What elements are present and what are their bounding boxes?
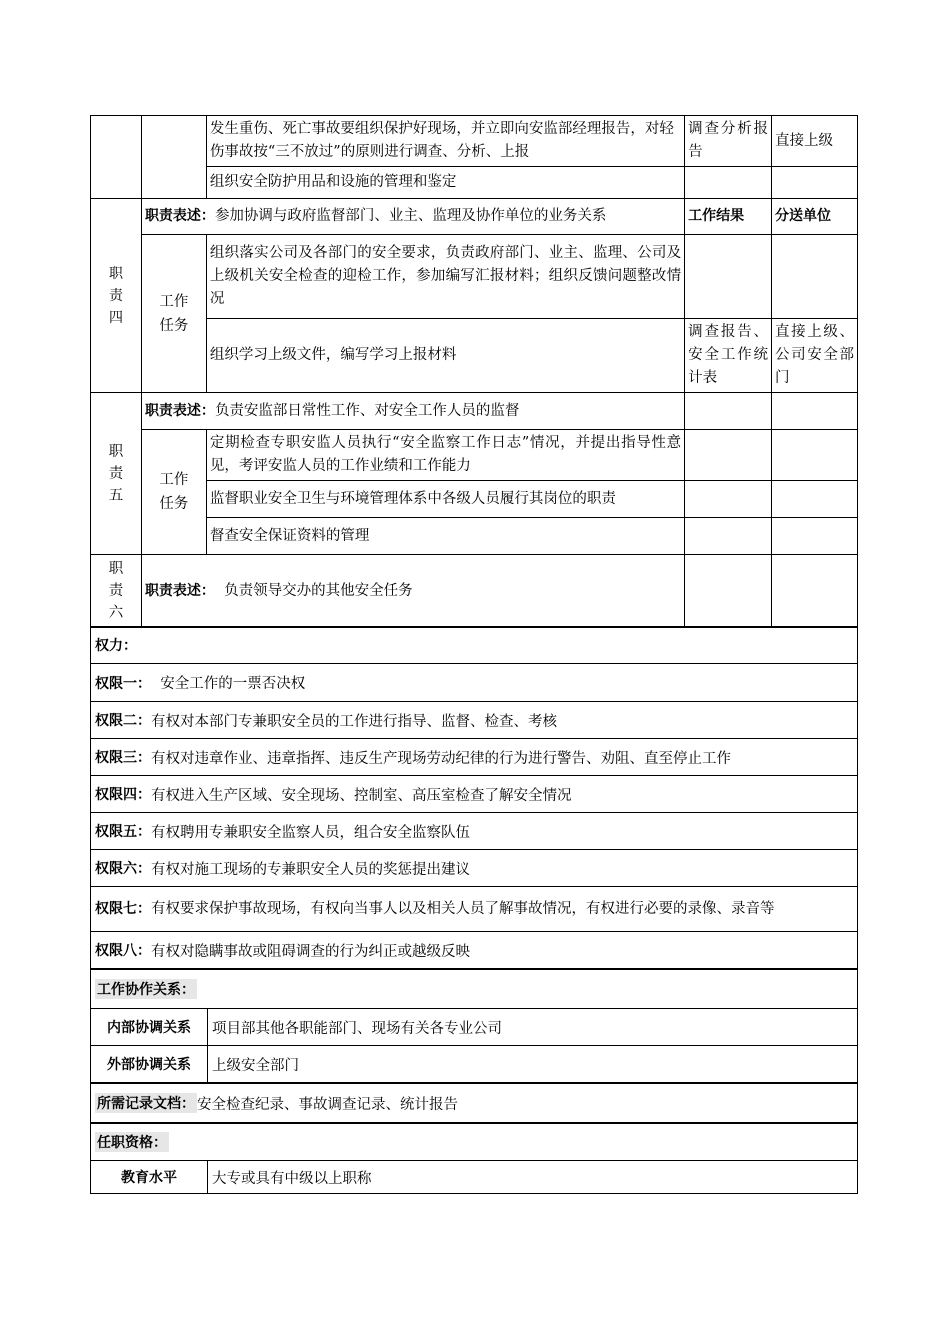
power-text: 安全工作的一票否决权 [160, 676, 306, 692]
power-item [90, 664, 858, 702]
power-item [90, 739, 858, 776]
qualification-title: 任职资格： [95, 1132, 169, 1152]
power-item [90, 776, 858, 813]
power-text: 有权对违章作业、违章指挥、违反生产现场劳动纪律的行为进行警告、劝阻、直至停止工作 [151, 750, 731, 767]
task-text: 监督职业安全卫生与环境管理体系中各级人员履行其岗位的职责 [206, 481, 684, 518]
desc-text: 参加协调与政府监督部门、业主、监理及协作单位的业务关系 [214, 208, 607, 224]
desc-label: 职责表述： [144, 402, 215, 419]
power-title-row [90, 626, 858, 664]
external-coop-label: 外部协调关系 [91, 1046, 208, 1082]
empty-cell [772, 481, 858, 518]
records-value: 安全检查纪录、事故调查记录、统计报告 [197, 1096, 458, 1113]
internal-coop-label: 内部协调关系 [91, 1009, 208, 1045]
task-text: 组织安全防护用品和设施的管理和鉴定 [206, 167, 684, 199]
education-value: 大专或具有中级以上职称 [212, 1170, 372, 1187]
recipient-text [772, 167, 858, 199]
task-text: 组织学习上级文件，编写学习上报材料 [206, 319, 684, 393]
empty-cell [772, 393, 858, 430]
power-label: 权限四： [95, 787, 151, 803]
power-title: 权力： [95, 638, 137, 654]
duty6-label: 职责六 [91, 555, 142, 628]
result-text: 调查分析报告 [685, 116, 772, 167]
result-text [685, 167, 772, 199]
recipient-header: 分送单位 [772, 199, 858, 235]
empty-cell [685, 481, 772, 518]
desc-label: 职责表述： [144, 582, 215, 599]
recipient-text: 直接上级 [772, 116, 858, 167]
power-label: 权限三： [95, 750, 151, 766]
result-text [685, 235, 772, 319]
table-row [91, 199, 858, 235]
result-header: 工作结果 [685, 199, 772, 235]
power-item [90, 887, 858, 932]
duty5-label: 职责五 [91, 393, 142, 555]
table-row [91, 481, 858, 518]
power-item [90, 813, 858, 850]
empty-cell [685, 430, 772, 481]
qualification-title-row [90, 1123, 858, 1161]
task-text: 定期检查专职安监人员执行“安全监察工作日志”情况，并提出指导性意见，考评安监人员的工作业绩和工作能力 [206, 430, 684, 481]
education-label: 教育水平 [91, 1161, 208, 1193]
table-row [91, 518, 858, 555]
duty-cell [91, 116, 142, 199]
table-row [91, 555, 858, 628]
duty-table [90, 115, 858, 628]
duty5-desc [141, 393, 684, 430]
task-text: 组织落实公司及各部门的安全要求，负责政府部门、业主、监理、公司及上级机关安全检查的迎检工作，参加编写汇报材料；组织反馈问题整改情况 [206, 235, 684, 319]
table-row [91, 116, 858, 167]
empty-cell [772, 555, 858, 628]
empty-cell [772, 430, 858, 481]
power-label: 权限五： [95, 824, 151, 840]
task-label-cell [141, 116, 206, 199]
external-coop-value: 上级安全部门 [212, 1057, 299, 1074]
power-text: 有权对隐瞒事故或阻碍调查的行为纠正或越级反映 [151, 943, 470, 960]
power-label: 权限八： [95, 943, 151, 959]
power-text: 有权对本部门专兼职安全员的工作进行指导、监督、检查、考核 [151, 713, 557, 730]
empty-cell [685, 555, 772, 628]
education-row [90, 1161, 858, 1194]
records-row [90, 1083, 858, 1123]
power-text: 有权聘用专兼职安全监察人员，组合安全监察队伍 [151, 824, 470, 841]
cooperation-title: 工作协作关系： [95, 979, 197, 999]
desc-text: 负责领导交办的其他安全任务 [224, 582, 413, 599]
task-text: 发生重伤、死亡事故要组织保护好现场，并立即向安监部经理报告，对轻伤事故按“三不放过”的原则进行调查、分析、上报 [206, 116, 684, 167]
power-label: 权限六： [95, 861, 151, 877]
power-item [90, 932, 858, 969]
table-row [91, 430, 858, 481]
power-label: 权限二： [95, 713, 151, 729]
duty4-task-label: 工作任务 [141, 235, 206, 393]
table-row [91, 319, 858, 393]
power-item [90, 850, 858, 887]
recipient-text [772, 235, 858, 319]
desc-text: 负责安监部日常性工作、对安全工作人员的监督 [214, 402, 520, 419]
empty-cell [685, 518, 772, 555]
duty4-desc [141, 199, 684, 235]
table-row [91, 235, 858, 319]
recipient-text: 直接上级、公司安全部门 [772, 319, 858, 393]
internal-coop-row [90, 1009, 858, 1046]
external-coop-row [90, 1046, 858, 1083]
table-row [91, 393, 858, 430]
table-row [91, 167, 858, 199]
power-label: 权限一： [95, 675, 151, 692]
records-label: 所需记录文档： [95, 1093, 197, 1113]
duty5-task-label: 工作任务 [141, 430, 206, 555]
result-text: 调查报告、安全工作统计表 [685, 319, 772, 393]
duty4-label: 职责四 [91, 199, 142, 393]
power-text: 有权要求保护事故现场，有权向当事人以及相关人员了解事故情况，有权进行必要的录像、录音等 [151, 900, 775, 917]
empty-cell [772, 518, 858, 555]
power-text: 有权对施工现场的专兼职安全人员的奖惩提出建议 [151, 861, 470, 878]
empty-cell [685, 393, 772, 430]
power-item [90, 702, 858, 739]
internal-coop-value: 项目部其他各职能部门、现场有关各专业公司 [212, 1020, 502, 1037]
duty6-desc [141, 555, 684, 628]
task-text: 督查安全保证资料的管理 [206, 518, 684, 555]
cooperation-title-row [90, 969, 858, 1009]
desc-label: 职责表述： [144, 208, 215, 224]
power-label: 权限七： [95, 900, 151, 917]
power-text: 有权进入生产区域、安全现场、控制室、高压室检查了解安全情况 [151, 787, 572, 804]
